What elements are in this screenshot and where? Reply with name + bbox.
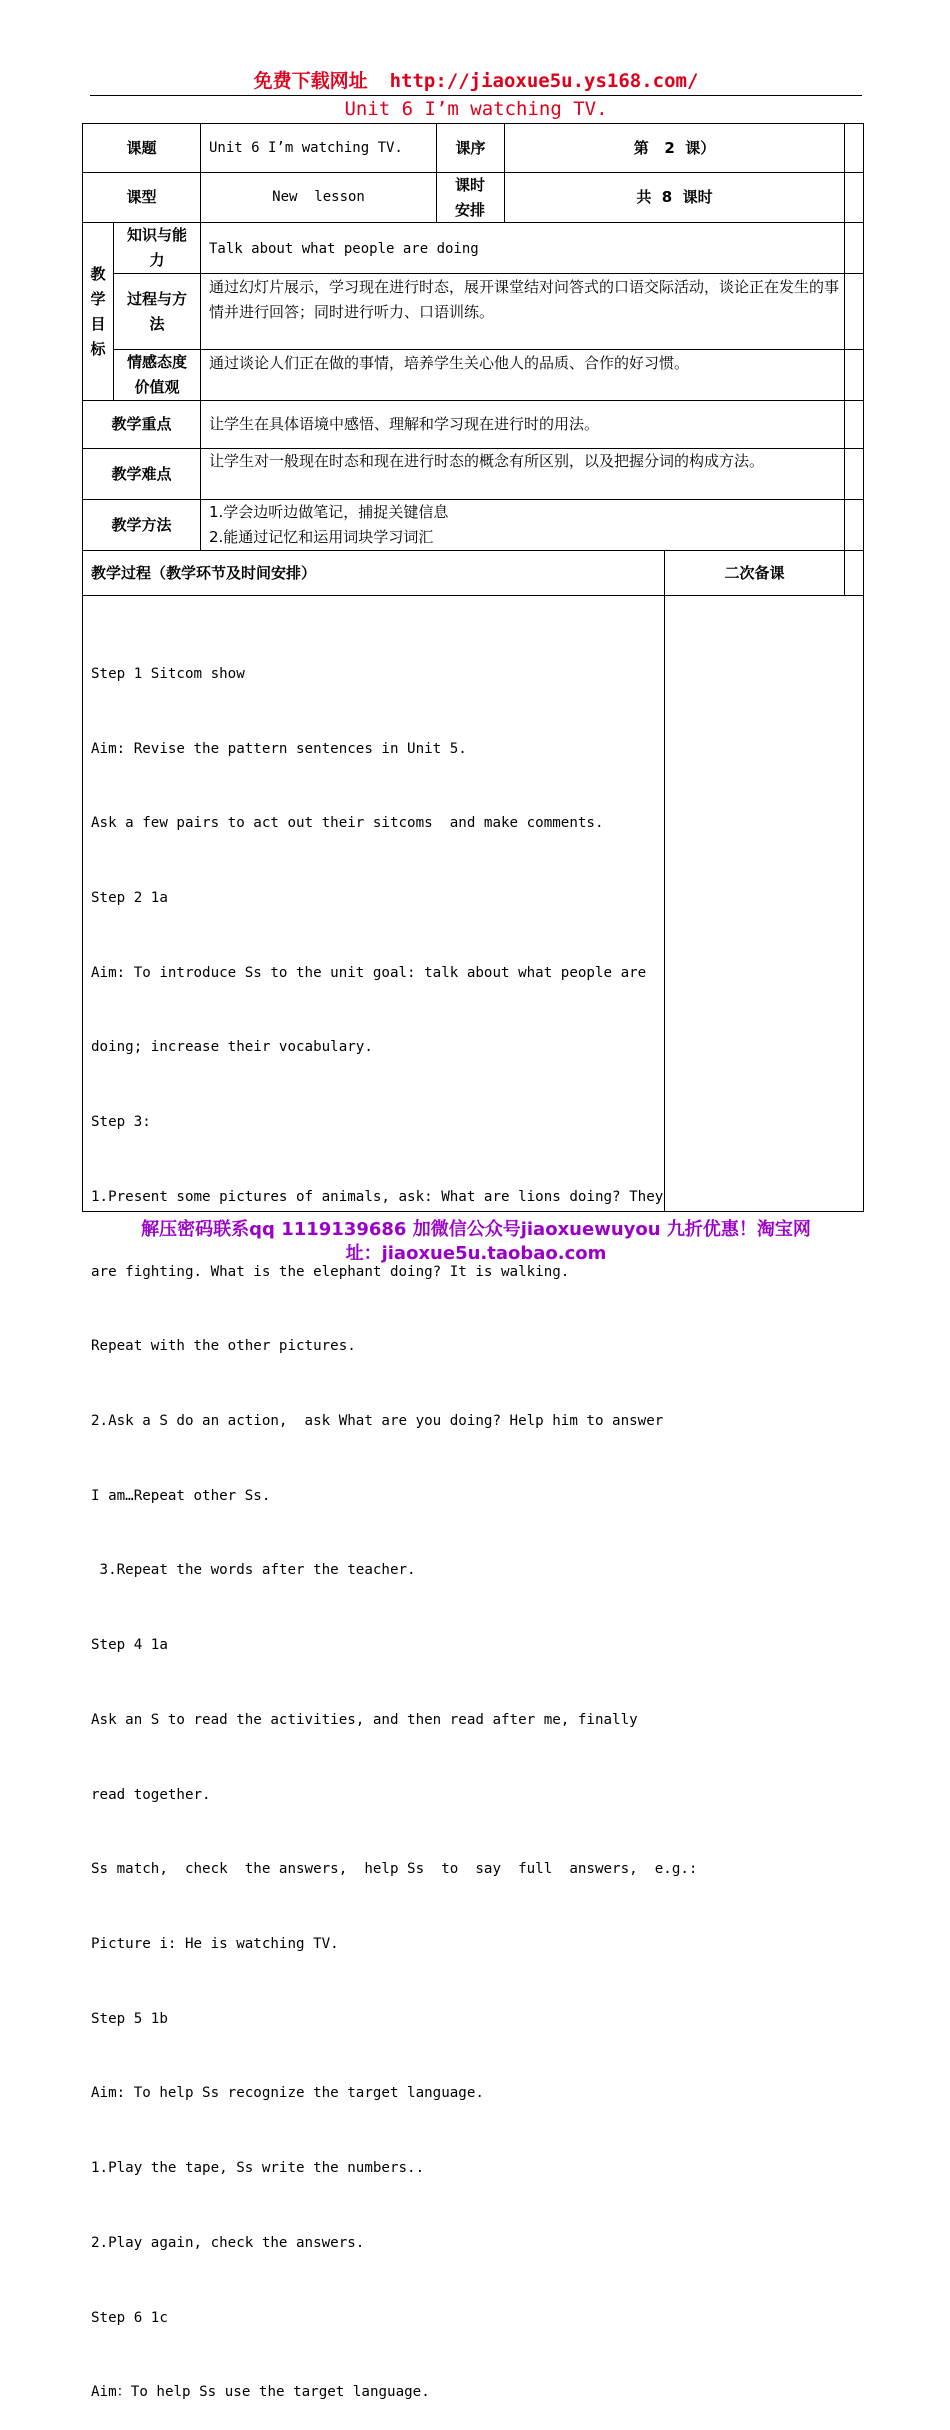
step-line: are fighting. What is the elephant doing? It is walking. <box>91 1263 570 1280</box>
site-url-link[interactable]: http://jiaoxue5u.ys168.com/ <box>389 70 699 92</box>
site-header <box>90 66 862 93</box>
footer <box>90 1218 862 1266</box>
difficulty-value: 让学生对一般现在时态和现在进行时态的概念有所区别，以及把握分词的构成方法。 <box>209 452 765 470</box>
step-line: Aim: To help Ss recognize the target language. <box>91 2085 484 2102</box>
step-line: Step 6 1c <box>91 2309 168 2326</box>
doc-title: Unit 6 I’m watching TV. <box>344 98 608 120</box>
step-line: Step 3: <box>91 1114 151 1131</box>
goals-label: 教学目标 <box>90 265 106 358</box>
footer-contact: 解压密码联系qq 1119139686 加微信公众号jiaoxuewuyou 九折优惠！淘宝网 <box>141 1219 811 1240</box>
step-line: Aim：To help Ss use the target language. <box>91 2384 430 2401</box>
difficulty-label: 教学难点 <box>111 464 172 483</box>
key-label: 教学重点 <box>111 415 172 433</box>
teaching-steps <box>91 612 698 2430</box>
step-line: Step 1 Sitcom show <box>91 665 245 682</box>
step-line: Repeat with the other pictures. <box>91 1338 356 1355</box>
schedule-label: 课时安排 <box>454 175 485 219</box>
step-line: 1.Present some pictures of animals, ask: What are lions doing? They <box>91 1188 664 1205</box>
step-line: Picture i: He is watching TV. <box>91 1936 339 1953</box>
goal-emotion-value: 通过谈论人们正在做的事情，培养学生关心他人的品质、合作的好习惯。 <box>209 354 690 372</box>
topic-value: Unit 6 I’m watching TV. <box>209 140 403 156</box>
step-line: Ss match, check the answers, help Ss to say full answers, e.g.: <box>91 1861 698 1878</box>
step-line: Aim: To introduce Ss to the unit goal: talk about what people are <box>91 964 647 981</box>
step-line: doing; increase their vocabulary. <box>91 1039 373 1056</box>
topic-label: 课题 <box>126 138 157 157</box>
method-label: 教学方法 <box>111 515 172 534</box>
site-label: 免费下载网址 <box>253 70 368 92</box>
step-line: Ask a few pairs to act out their sitcoms and make comments. <box>91 815 604 832</box>
goal-knowledge-value: Talk about what people are doing <box>209 241 479 257</box>
method-item-2: 2.能通过记忆和运用词块学习词汇 <box>209 528 434 546</box>
step-line: read together. <box>91 1786 211 1803</box>
goal-emotion-label: 情感态度价值观 <box>126 353 187 396</box>
step-line: Step 2 1a <box>91 889 168 906</box>
footer-shop-url[interactable]: 址：jiaoxue5u.taobao.com <box>345 1243 607 1264</box>
method-item-1: 1.学会边听边做笔记，捕捉关键信息 <box>209 503 449 521</box>
type-label: 课型 <box>126 188 157 206</box>
step-line: 2.Ask a S do an action, ask What are you doing? Help him to answer <box>91 1413 664 1429</box>
goal-process-label: 过程与方法 <box>126 289 187 333</box>
schedule-value: 共 8 课时 <box>636 188 713 206</box>
process-label: 教学过程（教学环节及时间安排） <box>91 564 317 582</box>
goal-process-value: 通过幻灯片展示，学习现在进行时态，展开课堂结对问答式的口语交际活动，谈论正在发生的事情并进行回答；同时进行听力、口语训练。 <box>209 278 840 321</box>
second-prep-label: 二次备课 <box>724 563 785 582</box>
order-value: 第 2 课） <box>633 138 716 157</box>
step-line: Ask an S to read the activities, and then read after me, finally <box>91 1711 638 1728</box>
key-value: 让学生在具体语境中感悟、理解和学习现在进行时的用法。 <box>209 415 600 433</box>
goal-knowledge-label: 知识与能力 <box>126 226 187 269</box>
step-line: Step 4 1a <box>91 1637 168 1654</box>
order-label: 课序 <box>455 138 486 157</box>
step-line: Step 5 1b <box>91 2010 168 2027</box>
method-list <box>201 500 844 550</box>
step-line: 1.Play the tape, Ss write the numbers.. <box>91 2160 425 2177</box>
type-value: New lesson <box>272 189 365 205</box>
step-line: 3.Repeat the words after the teacher. <box>91 1562 416 1579</box>
step-line: 2.Play again, check the answers. <box>91 2234 365 2251</box>
header-divider <box>90 95 862 96</box>
step-line: Aim: Revise the pattern sentences in Unit 5. <box>91 740 467 757</box>
step-line: I am…Repeat other Ss. <box>91 1487 271 1504</box>
